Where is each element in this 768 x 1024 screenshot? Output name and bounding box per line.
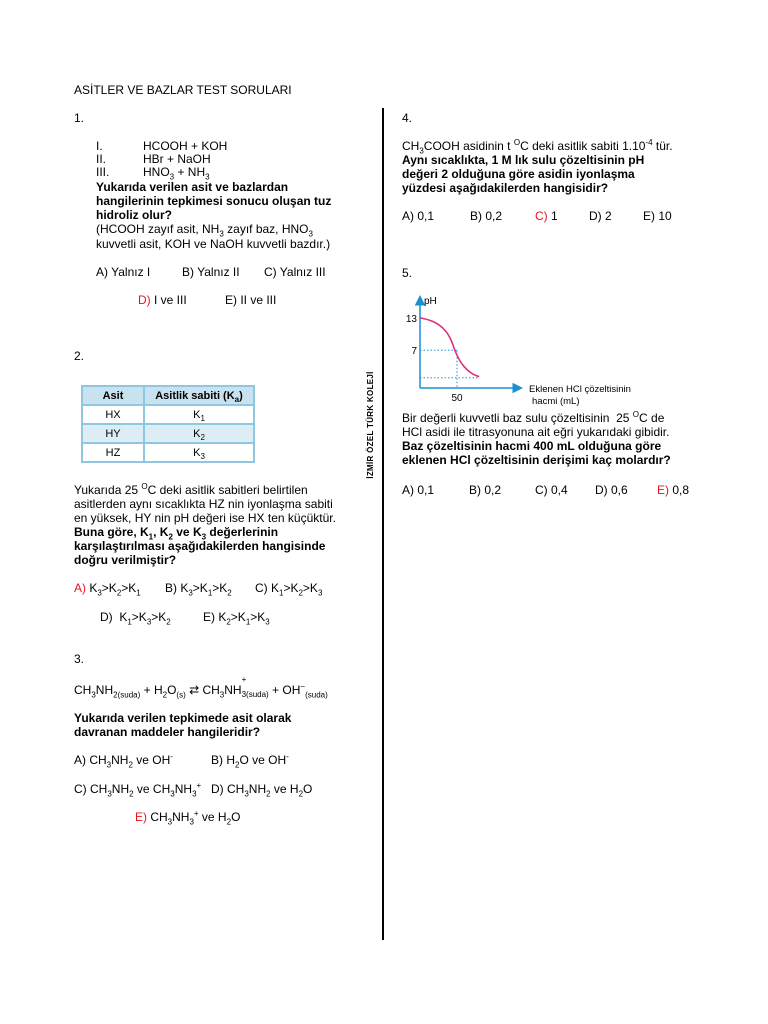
y-axis-label: pH: [424, 296, 437, 307]
q2-number: 2.: [74, 349, 85, 363]
q5-text-line: HCl asidi ile titrasyonuna ait eğri yukarıdaki gibidir.: [402, 425, 670, 439]
q3-option-e: E) $CH_3NH_3^+$ ve $H_2O$: [135, 809, 241, 827]
q4-question-line: değeri 2 olduğuna göre asidin iyonlaşma: [402, 167, 635, 181]
q1-reaction-2: HBr + NaOH: [143, 152, 211, 166]
table-cell-acid: HZ: [82, 443, 144, 462]
q5-option-e: E) 0,8: [657, 483, 690, 497]
q5-text-line: Bir değerli kuvvetli baz sulu çözeltisinin 25 $^O$C de: [402, 410, 665, 425]
q2-question-line: karşılaştırılması aşağıdakilerden hangisinde: [74, 539, 326, 553]
table-cell-acid: HY: [82, 424, 144, 443]
q3-option-c: C) $CH_3NH_2$ ve $CH_3NH_3^+$: [74, 781, 202, 799]
q2-option-e: E) $K_2>K_1>K_3$: [203, 610, 270, 627]
table-row: [82, 424, 254, 443]
q2-option-d: D) $K_1>K_3>K_2$: [100, 610, 171, 627]
q1-roman-3: III.: [96, 165, 110, 179]
q1-reaction-3: $HNO_3 + NH_3$: [143, 165, 210, 182]
q4-question-line: Aynı sıcaklıkta, 1 M lık sulu çözeltisinin pH: [402, 153, 645, 167]
table-cell-ka: $K_1$: [144, 405, 254, 424]
y-tick-label: 13: [405, 313, 417, 325]
q1-question-line: hangilerinin tepkimesi sonucu oluşan tuz: [96, 194, 332, 208]
q1-option-c: C) Yalnız III: [264, 265, 326, 279]
q3-option-b: B) $H_2O$ ve OH-: [211, 752, 289, 770]
column-divider: [382, 108, 384, 940]
q5-question-line: eklenen HCl çözeltisinin derişimi kaç molardır?: [402, 453, 671, 467]
q4-option-e: E) 10: [643, 209, 672, 223]
q1-reaction-1: HCOOH + KOH: [143, 139, 228, 153]
q2-option-c: C) $K_1>K_2>K_3$: [255, 581, 323, 598]
acidity-constant-table: [81, 385, 255, 463]
q2-question-line: Buna göre, $K_1$, $K_2$ ve $K_3$ değerlerinin: [74, 525, 279, 542]
q1-note-line: (HCOOH zayıf asit, $NH_3$ zayıf baz, $HNO_3$: [96, 222, 313, 239]
x-axis-label-line1: Eklenen HCl çözeltisinin: [529, 384, 631, 395]
q4-question-line: yüzdesi aşağıdakilerden hangisidir?: [402, 181, 609, 195]
table-row: [82, 405, 254, 424]
q2-question-line: doğru verilmiştir?: [74, 553, 177, 567]
q4-option-c: C) 1: [535, 209, 558, 223]
x-tick-label: 50: [451, 393, 463, 404]
q3-question-line: Yukarıda verilen tepkimede asit olarak: [74, 711, 292, 725]
q4-option-a: A) 0,1: [402, 209, 435, 223]
q1-question-line: Yukarıda verilen asit ve bazlardan: [96, 180, 289, 194]
q2-text-line: en yüksek, HY nin pH değeri ise HX ten küçüktür.: [74, 511, 336, 525]
table-cell-ka: $K_3$: [144, 443, 254, 462]
q3-number: 3.: [74, 652, 85, 666]
q2-option-a: A) $K_3>K_2>K_1$: [74, 581, 141, 598]
q1-question-line: hidroliz olur?: [96, 208, 172, 222]
q3-equation: $CH_3NH_{2(suda)} + H_2O_{(s)}$ ⇄ $CH_3NH$ $_{+ 3(suda)} + OH^-_{(suda)}$: [74, 675, 328, 700]
titration-curve: [420, 318, 479, 377]
table-header-acid: Asit: [82, 386, 144, 405]
q5-option-d: D) 0,6: [595, 483, 628, 497]
q1-option-a: A) Yalnız I: [96, 265, 151, 279]
table-header-ka: Asitlik sabiti $(K_a)$: [144, 386, 254, 405]
page-title: ASİTLER VE BAZLAR TEST SORULARI: [74, 83, 292, 97]
q1-option-d: D) I ve III: [138, 293, 187, 307]
x-axis-label-line2: hacmi (mL): [532, 396, 580, 407]
titration-chart: [400, 290, 660, 410]
q1-roman-2: II.: [96, 152, 107, 166]
q3-option-d: D) $CH_3NH_2$ ve $H_2O$: [211, 782, 313, 799]
q4-text-line: $CH_3COOH$ asidinin t $^O$C deki asitlik sabiti $1.10^{-4}$ tür.: [402, 138, 673, 156]
q1-option-e: E) II ve III: [225, 293, 277, 307]
q4-number: 4.: [402, 111, 413, 125]
school-label: İZMİR ÖZEL TÜRK KOLEJİ: [366, 371, 375, 479]
q4-option-b: B) 0,2: [470, 209, 503, 223]
q1-number: 1.: [74, 111, 85, 125]
q5-option-a: A) 0,1: [402, 483, 435, 497]
q2-text-line: Yukarıda 25 $^O$C deki asitlik sabitleri belirtilen: [74, 482, 308, 497]
q5-option-b: B) 0,2: [469, 483, 502, 497]
q2-text-line: asitlerden aynı sıcaklıkta HZ nin iyonlaşma sabiti: [74, 497, 333, 511]
y-tick-label: 7: [411, 346, 417, 358]
q5-number: 5.: [402, 266, 413, 280]
q5-question-line: Baz çözeltisinin hacmi 400 mL olduğuna göre: [402, 439, 662, 453]
table-cell-acid: HX: [82, 405, 144, 424]
table-row: [82, 443, 254, 462]
q3-option-a: A) $CH_3NH_2$ ve OH-: [74, 752, 173, 770]
q2-option-b: B) $K_3>K_1>K_2$: [165, 581, 232, 598]
table-cell-ka: $K_2$: [144, 424, 254, 443]
q1-option-b: B) Yalnız II: [182, 265, 240, 279]
q1-roman-1: I.: [96, 139, 103, 153]
q3-question-line: davranan maddeler hangileridir?: [74, 725, 261, 739]
q5-option-c: C) 0,4: [535, 483, 568, 497]
q4-option-d: D) 2: [589, 209, 612, 223]
q1-note-line: kuvvetli asit, KOH ve NaOH kuvvetli bazdır.): [96, 237, 331, 251]
